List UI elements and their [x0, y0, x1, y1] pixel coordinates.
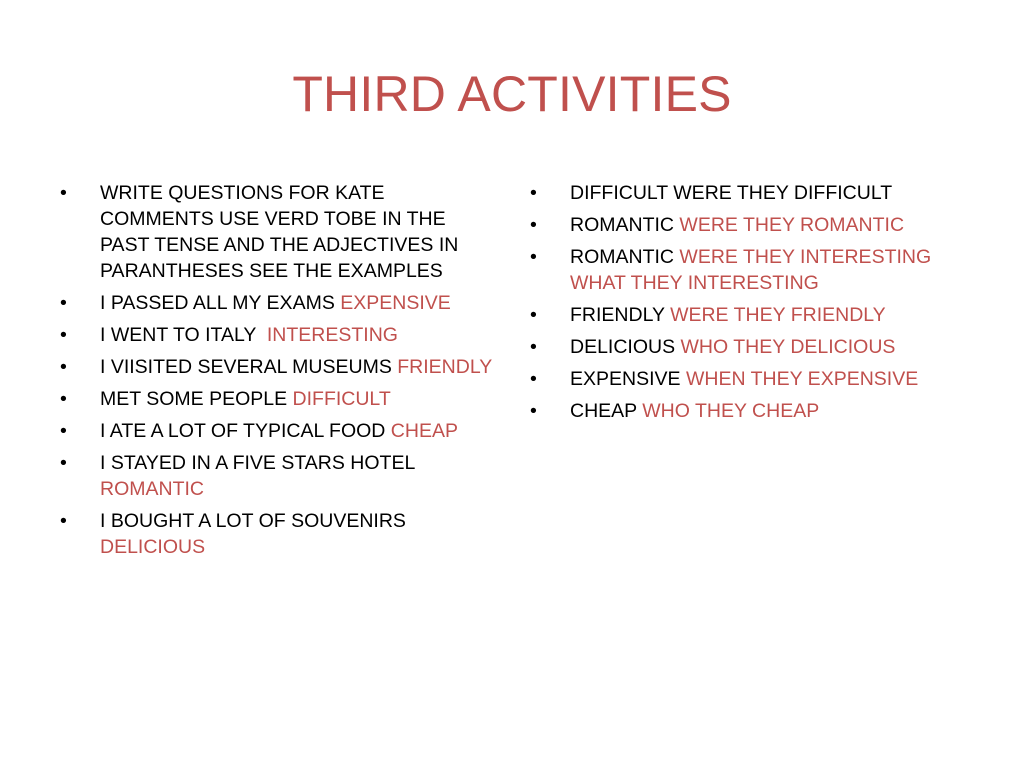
item-text: EXPENSIVE: [570, 368, 686, 390]
bullet-icon: •: [60, 510, 67, 532]
list-item: [530, 398, 970, 424]
bullet-icon: •: [530, 182, 537, 204]
item-highlight: WHO THEY CHEAP: [642, 400, 820, 422]
item-highlight: WERE THEY ROMANTIC: [679, 214, 905, 236]
item-highlight: INTERESTING: [266, 324, 398, 346]
item-text: I PASSED ALL MY EXAMS: [100, 292, 341, 314]
bullet-icon: •: [530, 246, 537, 268]
item-highlight: CHEAP: [390, 420, 458, 442]
bullet-icon: •: [60, 292, 67, 314]
bullet-icon: •: [530, 304, 537, 326]
bullet-icon: •: [530, 336, 537, 358]
item-text: I ATE A LOT OF TYPICAL FOOD: [100, 420, 391, 442]
bullet-icon: •: [60, 420, 67, 442]
item-text: I STAYED IN A FIVE STARS HOTEL: [100, 452, 415, 474]
item-highlight: ROMANTIC: [100, 478, 204, 500]
item-text: WRITE QUESTIONS FOR KATE COMMENTS USE VERD TOBE IN THE PAST TENSE AND THE ADJECTIVES IN PARANTHESES SEE THE EXAMPLES: [100, 182, 459, 282]
list-item: [60, 180, 500, 284]
item-highlight: WHO THEY DELICIOUS: [680, 336, 896, 358]
item-highlight: FRIENDLY: [397, 356, 493, 378]
list-item: [60, 450, 500, 502]
list-item: [60, 354, 500, 380]
left-bullet-list: [60, 180, 500, 566]
slide-title: THIRD ACTIVITIES: [292, 66, 732, 122]
list-item: [60, 322, 500, 348]
list-item: [60, 508, 500, 560]
bullet-icon: •: [60, 182, 67, 204]
item-text: I WENT TO ITALY: [100, 324, 267, 346]
bullet-icon: •: [60, 356, 67, 378]
bullet-icon: •: [530, 214, 537, 236]
list-item: [530, 180, 970, 206]
list-item: [530, 366, 970, 392]
list-item: [530, 244, 970, 296]
item-highlight: WERE THEY FRIENDLY: [670, 304, 886, 326]
item-text: FRIENDLY: [570, 304, 671, 326]
bullet-icon: •: [530, 400, 537, 422]
bullet-icon: •: [60, 324, 67, 346]
item-text: CHEAP: [570, 400, 643, 422]
list-item: [530, 212, 970, 238]
item-highlight: DIFFICULT: [292, 388, 391, 410]
right-bullet-list: [530, 180, 970, 430]
item-text: I VIISITED SEVERAL MUSEUMS: [100, 356, 398, 378]
item-highlight: EXPENSIVE: [340, 292, 451, 314]
bullet-icon: •: [530, 368, 537, 390]
item-text: DIFFICULT WERE THEY DIFFICULT: [570, 182, 893, 204]
bullet-icon: •: [60, 388, 67, 410]
item-text: DELICIOUS: [570, 336, 681, 358]
list-item: [60, 290, 500, 316]
list-item: [530, 302, 970, 328]
list-item: [530, 334, 970, 360]
item-text: ROMANTIC: [570, 214, 680, 236]
item-text: I BOUGHT A LOT OF SOUVENIRS: [100, 510, 406, 532]
bullet-icon: •: [60, 452, 67, 474]
item-text: MET SOME PEOPLE: [100, 388, 293, 410]
item-highlight: DELICIOUS: [100, 536, 206, 558]
item-highlight: WHEN THEY EXPENSIVE: [685, 368, 919, 390]
list-item: [60, 386, 500, 412]
item-highlight: WERE THEY INTERESTING WHAT THEY INTERESTING: [570, 246, 932, 294]
list-item: [60, 418, 500, 444]
item-text: ROMANTIC: [570, 246, 680, 268]
